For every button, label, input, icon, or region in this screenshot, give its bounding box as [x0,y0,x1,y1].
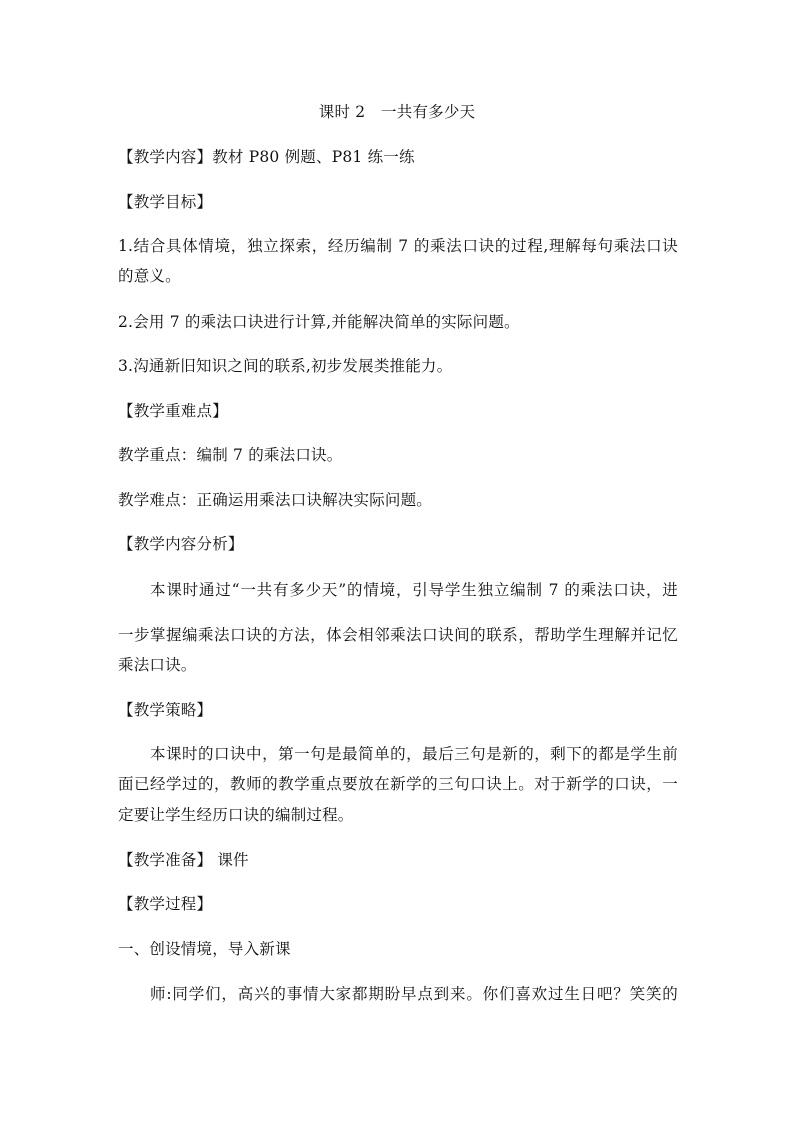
analysis-line-2: 一步掌握编乘法口诀的方法，体会相邻乘法口诀间的联系，帮助学生理解并记忆 [118,626,678,644]
strategy-line-1: 本课时的口诀中，第一句是最简单的，最后三句是新的，剩下的都是学生前 [150,745,678,763]
objective-1-line-1: 1.结合具体情境，独立探索，经历编制 7 的乘法口诀的过程,理解每句乘法口诀 [118,237,678,255]
objective-1-line-2: 的意义。 [118,267,181,285]
analysis-line-3: 乘法口诀。 [118,656,197,674]
objectives-heading: 【教学目标】 [118,193,213,211]
strategy-line-3: 定要让学生经历口诀的编制过程。 [118,806,354,824]
page-title: 课时 2 一共有多少天 [318,103,476,121]
analysis-heading: 【教学内容分析】 [118,535,244,553]
preparation: 【教学准备】 课件 [118,851,249,869]
teaching-content: 【教学内容】教材 P80 例题、P81 练一练 [118,148,415,166]
key-difficult-heading: 【教学重难点】 [118,402,228,420]
key-point: 教学重点：编制 7 的乘法口诀。 [118,446,343,464]
difficult-point: 教学难点：正确运用乘法口诀解决实际问题。 [118,491,433,509]
teacher-line-1: 师:同学们，高兴的事情大家都期盼早点到来。你们喜欢过生日吧？笑笑的 [150,985,678,1003]
objective-3: 3.沟通新旧知识之间的联系,初步发展类推能力。 [118,357,453,375]
strategy-line-2: 面已经学过的，教师的教学重点要放在新学的三句口诀上。对于新学的口诀，一 [118,775,678,793]
process-heading: 【教学过程】 [118,895,213,913]
section-1-heading: 一、创设情境，导入新课 [118,940,291,958]
objective-2: 2.会用 7 的乘法口诀进行计算,并能解决简单的实际问题。 [118,313,520,331]
strategy-heading: 【教学策略】 [118,701,213,719]
analysis-line-1: 本课时通过“一共有多少天”的情境，引导学生独立编制 7 的乘法口诀，进 [150,581,678,599]
